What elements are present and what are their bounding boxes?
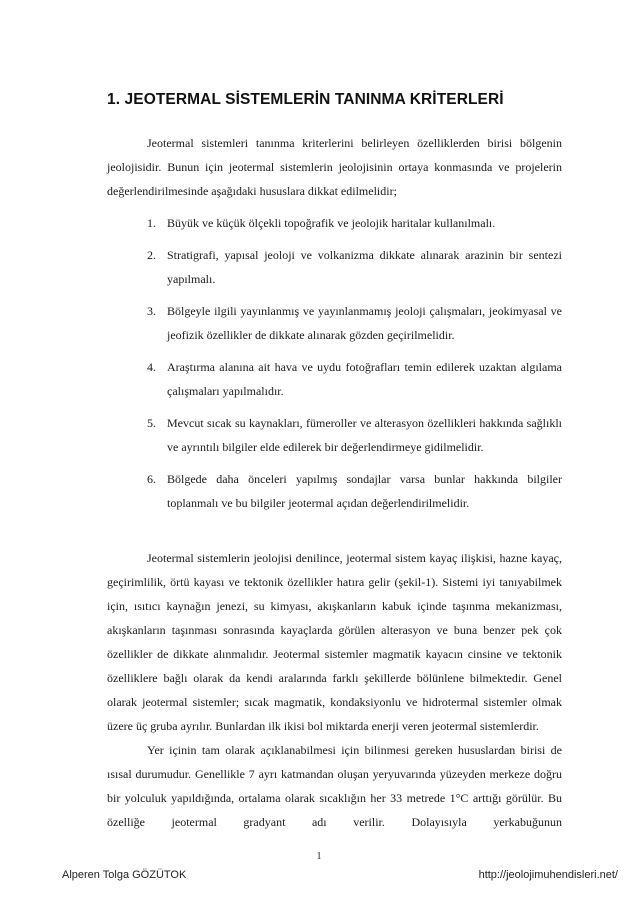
document-body bbox=[107, 131, 562, 834]
list-item bbox=[107, 355, 562, 403]
list-item-number: 3. bbox=[147, 304, 156, 318]
list-item-text: Büyük ve küçük ölçekli topoğrafik ve jeolojik haritalar kullanılmalı. bbox=[167, 216, 496, 230]
page-number: 1 bbox=[316, 851, 322, 862]
list-item-text: Bölgeyle ilgili yayınlanmış ve yayınlanmamış jeoloji çalışmaları, jeokimyasal ve jeofizik özellikler de dikkate alınarak gözden geçirilmelidir. bbox=[167, 304, 562, 342]
list-item-text: Bölgede daha önceleri yapılmış sondajlar varsa bunlar hakkında bilgiler toplanmalı ve bu bilgiler jeotermal açıdan değerlendirilmelidir. bbox=[167, 472, 562, 510]
list-item bbox=[107, 299, 562, 347]
footer-url[interactable]: http://jeolojimuhendisleri.net/ bbox=[478, 869, 618, 881]
body-paragraph: Jeotermal sistemlerin jeolojisi denilince, jeotermal sistem kayaç ilişkisi, hazne kayaç, geçirimlilik, örtü kayası ve tektonik özellikler hatıra gelir (şekil-1). Sistemi iyi tanıyabilmek için, ısıtıcı kaynağın jenezi, su kimyası, akışkanların kabuk içinde taşınma mekanizması, akışkanların taşınması sonrasında kayaçlarda görülen alterasyon ve buna benzer pek çok özellikler de dikkate alınmalıdır. Jeotermal sistemler magmatik kayacın cinsine ve tektonik özelliklere bağlı olarak da kendi aralarında farklı şekillerde bölünlene bilmektedir. Genel olarak jeotermal sistemler; sıcak magmatik, kondaksiyonlu ve hidrotermal sistemler olmak üzere üç gruba ayrılır. Bunlardan ilk ikisi bol miktarda enerji veren jeotermal sistemlerdir. bbox=[107, 551, 562, 733]
list-item-text: Mevcut sıcak su kaynakları, fümeroller ve alterasyon özellikleri hakkında sağlıklı ve ayrıntılı bilgiler elde edilerek bir değerlendirmeye gidilmelidir. bbox=[167, 416, 562, 454]
criteria-list bbox=[107, 211, 562, 515]
list-item-number: 4. bbox=[147, 360, 156, 374]
list-item bbox=[107, 211, 562, 235]
list-item-text: Stratigrafi, yapısal jeoloji ve volkanizma dikkate alınarak arazinin bir sentezi yapılmalı. bbox=[167, 248, 562, 286]
list-item-number: 6. bbox=[147, 472, 156, 486]
list-item-number: 5. bbox=[147, 416, 156, 430]
list-item-number: 2. bbox=[147, 248, 156, 262]
section-heading: 1. JEOTERMAL SİSTEMLERİN TANINMA KRİTERLERİ bbox=[107, 91, 504, 108]
footer-author: Alperen Tolga GÖZÜTOK bbox=[62, 869, 187, 881]
list-item-number: 1. bbox=[147, 216, 156, 230]
list-item bbox=[107, 411, 562, 459]
list-item bbox=[107, 243, 562, 291]
intro-paragraph: Jeotermal sistemleri tanınma kriterlerini belirleyen özelliklerden birisi bölgenin jeolojisidir. Bunun için jeotermal sistemlerin jeolojisinin ortaya konmasında ve projelerin değerlendirilmesinde aşağıdaki hususlara dikkat edilmelidir; bbox=[107, 136, 562, 198]
list-item bbox=[107, 467, 562, 515]
list-item-text: Araştırma alanına ait hava ve uydu fotoğrafları temin edilerek uzaktan algılama çalışmaları yapılmalıdır. bbox=[167, 360, 562, 398]
body-paragraph: Yer içinin tam olarak açıklanabilmesi için bilinmesi gereken hususlardan birisi de ısısal durumudur. Genellikle 7 ayrı katmandan oluşan yeryuvarında yüzeyden merkeze doğru bir yolculuk yapıldığında, ortalama olarak sıcaklığın her 33 metrede 1°C arttığı görülür. Bu özelliğe jeotermal gradyant adı verilir. Dolayısıyla yerkabuğunun bbox=[107, 743, 562, 829]
